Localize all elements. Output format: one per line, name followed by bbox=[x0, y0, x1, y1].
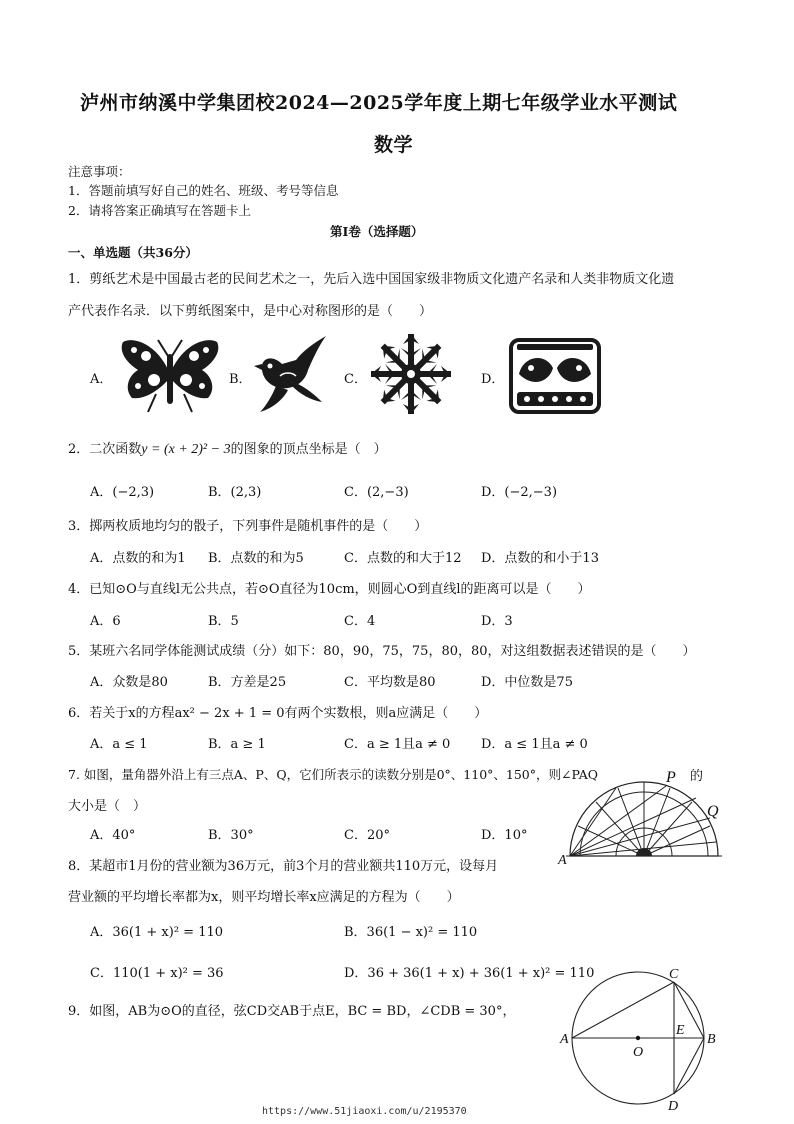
option-label: A． bbox=[90, 372, 113, 387]
option-d: D．10° bbox=[481, 828, 528, 843]
subject-title: 数学 bbox=[374, 134, 414, 156]
footer-url: https://www.51jiaoxi.com/u/2195370 bbox=[262, 1106, 467, 1117]
question-6-stem: 6．若关于x的方程ax² − 2x + 1 = 0有两个实数根，则a应满足（ ） bbox=[68, 706, 488, 721]
option-c: C．110(1 + x)² = 36 bbox=[90, 966, 224, 981]
option-c: C．平均数是80 bbox=[344, 675, 436, 690]
notice-item: 2．请将答案正确填写在答题卡上 bbox=[68, 203, 251, 218]
option-d: D．中位数是75 bbox=[481, 675, 573, 690]
option-c: C．4 bbox=[344, 614, 376, 629]
option-a: A．40° bbox=[90, 828, 136, 843]
question-2-formula: y = (x + 2)² − 3 bbox=[141, 442, 231, 457]
question-1-line2: 产代表作名录．以下剪纸图案中，是中心对称图形的是（ ） bbox=[68, 304, 433, 319]
option-c: C．(2,−3) bbox=[344, 485, 409, 500]
question-7-line2: 大小是（ ） bbox=[68, 799, 147, 814]
option-c: C．20° bbox=[344, 828, 390, 843]
option-c: C．点数的和大于12 bbox=[344, 551, 462, 566]
notice-item: 1．答题前填写好自己的姓名、班级、考号等信息 bbox=[68, 183, 339, 198]
part-title: 一、单选题（共36分） bbox=[68, 245, 198, 260]
question-4-stem: 4．已知⊙O与直线l无公共点，若⊙O直径为10cm，则圆心O到直线l的距离可以是（ ） bbox=[68, 582, 591, 597]
option-b: B．30° bbox=[208, 828, 254, 843]
page-title: 泸州市纳溪中学集团校2024—2025学年度上期七年级学业水平测试 bbox=[80, 92, 678, 114]
volume-title: 第Ⅰ卷（选择题） bbox=[330, 224, 424, 239]
question-9-stem: 9．如图，AB为⊙O的直径，弦CD交AB于点E，BC = BD，∠CDB = 30°， bbox=[68, 1004, 516, 1019]
fish-papercut-image bbox=[509, 338, 601, 414]
option-a: A．(−2,3) bbox=[90, 485, 155, 500]
option-a: A．众数是80 bbox=[90, 675, 168, 690]
swallow-papercut-image bbox=[252, 334, 328, 414]
option-b: B．点数的和为5 bbox=[208, 551, 304, 566]
snowflake-papercut-image bbox=[366, 332, 456, 416]
option-b: B．a ≥ 1 bbox=[208, 737, 266, 752]
option-a: A．a ≤ 1 bbox=[90, 737, 148, 752]
option-a: A．6 bbox=[90, 614, 121, 629]
point-label-c: C bbox=[669, 967, 679, 982]
question-3-stem: 3．掷两枚质地均匀的骰子，下列事件是随机事件的是（ ） bbox=[68, 519, 428, 534]
option-label: C． bbox=[344, 372, 367, 387]
notice-heading: 注意事项： bbox=[68, 164, 131, 179]
option-a: A．36(1 + x)² = 110 bbox=[90, 925, 224, 940]
butterfly-papercut-image bbox=[118, 334, 222, 414]
question-2-stem-post: 的图象的顶点坐标是（ ） bbox=[230, 442, 387, 457]
point-label-p: P bbox=[666, 769, 676, 786]
question-5-stem: 5．某班六名同学体能测试成绩（分）如下：80，90，75，75，80，80，对这组数据表述错误的是（ ） bbox=[68, 644, 696, 659]
question-7-line1: 7. 如图，量角器外沿上有三点A、P、Q，它们所表示的读数分别是0°、110°、150°，则∠PAQ bbox=[68, 767, 599, 782]
point-label-d: D bbox=[668, 1099, 679, 1114]
option-c: C．a ≥ 1且a ≠ 0 bbox=[344, 737, 451, 752]
circle-geometry-figure bbox=[556, 964, 726, 1114]
option-d: D．36 + 36(1 + x) + 36(1 + x)² = 110 bbox=[344, 966, 595, 981]
option-label: D． bbox=[481, 372, 505, 387]
point-label-a: A bbox=[558, 853, 567, 868]
option-d: D．点数的和小于13 bbox=[481, 551, 599, 566]
question-1-line1: 1．剪纸艺术是中国最古老的民间艺术之一，先后入选中国国家级非物质文化遗产名录和人类非物质文化遗 bbox=[68, 272, 675, 287]
option-label: B． bbox=[229, 372, 252, 387]
question-7-line1-end: 的 bbox=[690, 769, 704, 784]
option-b: B．5 bbox=[208, 614, 239, 629]
question-2-stem-pre: 2．二次函数 bbox=[68, 442, 142, 457]
question-8-line1: 8．某超市1月份的营业额为36万元，前3个月的营业额共110万元，设每月 bbox=[68, 859, 499, 874]
option-a: A．点数的和为1 bbox=[90, 551, 186, 566]
point-label-q: Q bbox=[707, 803, 719, 820]
question-8-line2: 营业额的平均增长率都为x，则平均增长率x应满足的方程为（ ） bbox=[68, 890, 460, 905]
option-d: D．3 bbox=[481, 614, 513, 629]
point-label-a: A bbox=[560, 1032, 569, 1047]
point-label-e: E bbox=[676, 1023, 685, 1038]
option-d: D．(−2,−3) bbox=[481, 485, 558, 500]
option-b: B．(2,3) bbox=[208, 485, 262, 500]
protractor-figure bbox=[556, 768, 732, 868]
option-b: B．36(1 − x)² = 110 bbox=[344, 925, 478, 940]
option-b: B．方差是25 bbox=[208, 675, 287, 690]
option-d: D．a ≤ 1且a ≠ 0 bbox=[481, 737, 588, 752]
point-label-o: O bbox=[633, 1045, 644, 1060]
point-label-b: B bbox=[707, 1032, 716, 1047]
